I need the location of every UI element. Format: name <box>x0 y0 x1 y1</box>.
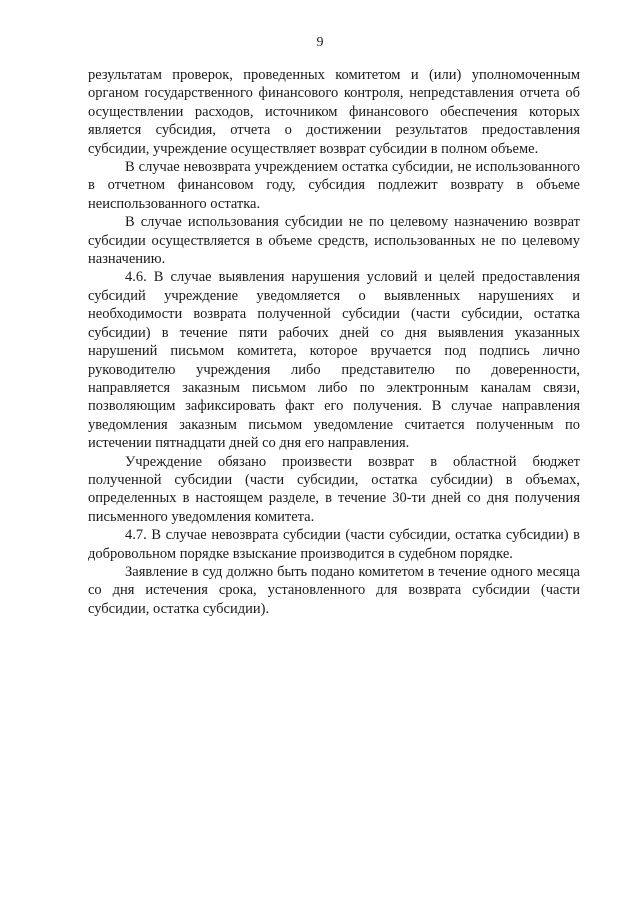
paragraph-clause-4-6: 4.6. В случае выявления нарушения условий и целей предоставления субсидий учреждение уведомляется о выявленных нарушениях и необходимости возврата полученной субсидии (части субсидии, остатка субсидии) в течение пяти рабочих дней со дня выявления указанных нарушений письмом комитета, которое вручается под подпись лично руководителю учреждения либо представителю по доверенности, направляется заказным письмом либо по электронным каналам связи, позволяющим зафиксировать факт его получения. В случае направления уведомления заказным письмом уведомление считается полученным по истечении пятнадцати дней со дня его направления. <box>88 269 580 452</box>
page-number: 9 <box>316 35 324 50</box>
paragraph-court-claim: Заявление в суд должно быть подано комитетом в течение одного месяца со дня истечения срока, установленного для возврата субсидии (части субсидии, остатка субсидии). <box>88 563 580 617</box>
paragraph-misuse-return: В случае использования субсидии не по целевому назначению возврат субсидии осуществляется в объеме средств, использованных не по целевому назначению. <box>88 214 580 268</box>
paragraph-continuation: результатам проверок, проведенных комитетом и (или) уполномоченным органом государственного финансового контроля, непредставления отчета об осуществлении расходов, источником финансового обеспечения которых является субсидия, отчета о достижении результатов предоставления субсидии, учреждение осуществляет возврат субсидии в полном объеме. <box>88 67 580 157</box>
paragraph-clause-4-7: 4.7. В случае невозврата субсидии (части субсидии, остатка субсидии) в добровольном порядке взыскание производится в судебном порядке. <box>88 527 580 562</box>
paragraph-return-deadline: Учреждение обязано произвести возврат в областной бюджет полученной субсидии (части субсидии, остатка субсидии) в объемах, определенных в настоящем разделе, в течение 30-ти дней со дня получения письменного уведомления комитета. <box>88 453 580 525</box>
document-body <box>88 66 580 618</box>
paragraph-unreturned-balance: В случае невозврата учреждением остатка субсидии, не использованного в отчетном финансовом году, субсидия подлежит возврату в объеме неиспользованного остатка. <box>88 159 580 212</box>
